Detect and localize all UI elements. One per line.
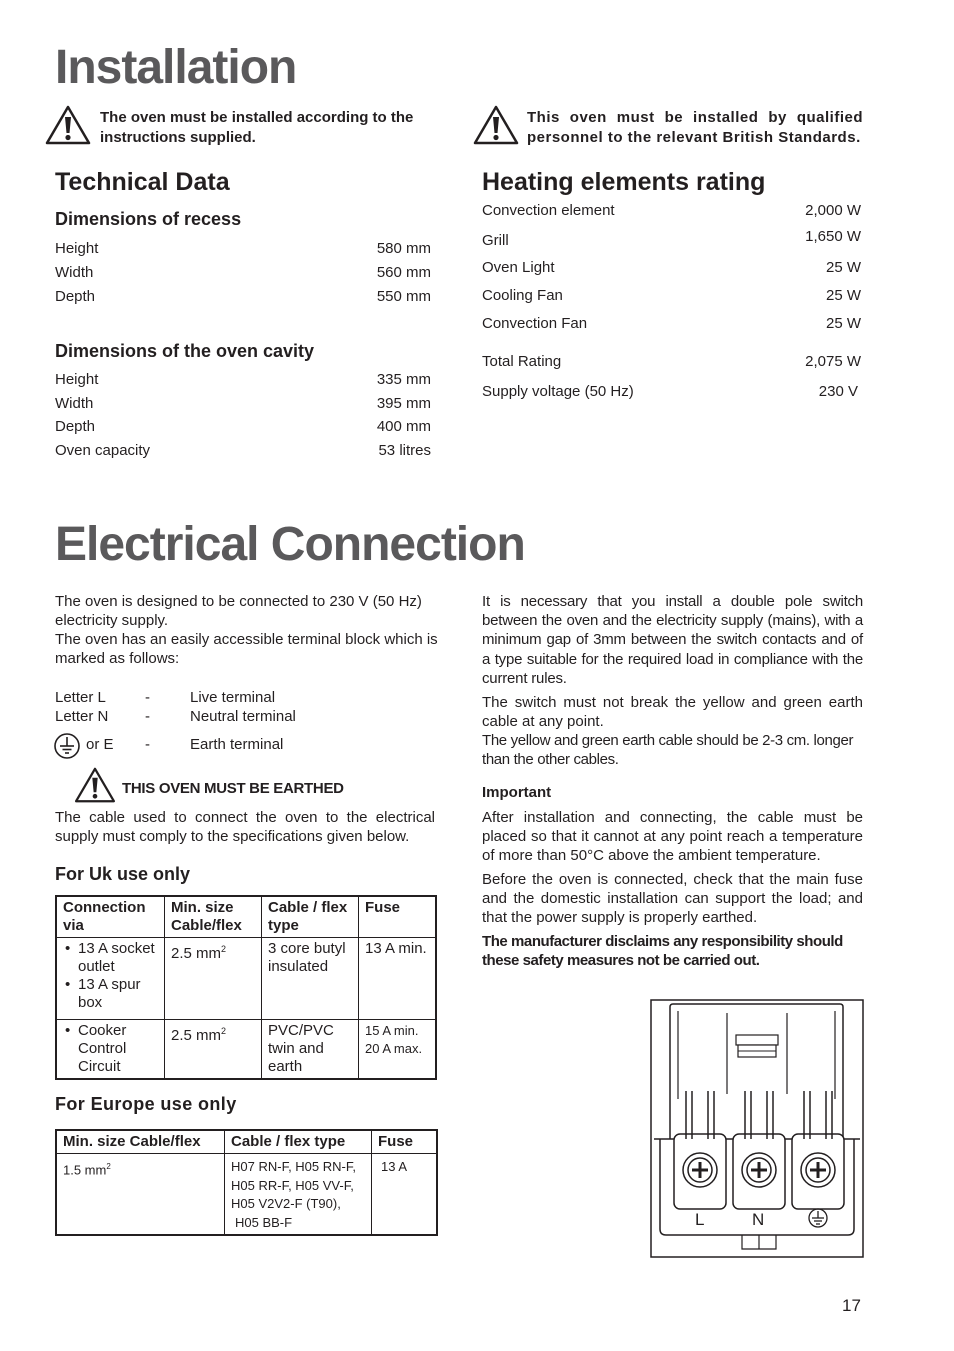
heating-elements-title: Heating elements rating xyxy=(482,168,766,196)
page-number: 17 xyxy=(842,1296,861,1315)
table-cell: 13 A xyxy=(372,1154,438,1236)
table-header-row xyxy=(56,1130,437,1154)
table-cell: 3 core butyl insulated xyxy=(262,938,359,1020)
heating-row: Convection element 2,000 W xyxy=(482,202,861,219)
heating-row: Cooling Fan 25 W xyxy=(482,287,861,304)
table-header: Cable / flex type xyxy=(225,1130,372,1154)
table-header: Cable / flex type xyxy=(262,896,359,938)
terminal-row-earth: or E - Earth terminal xyxy=(86,736,284,753)
warning-triangle-icon xyxy=(473,105,519,145)
cavity-row: Depth 400 mm xyxy=(55,418,431,435)
cavity-row: Width 395 mm xyxy=(55,395,431,412)
table-row xyxy=(56,1020,436,1080)
recess-row: Height 580 mm xyxy=(55,240,431,257)
terminal-row-neutral: Letter N - Neutral terminal xyxy=(55,708,296,725)
terminal-row-live: Letter L - Live terminal xyxy=(55,689,276,706)
table-cell: • 13 A socket outlet • 13 A spur box xyxy=(56,938,165,1020)
important-paragraph-1: After installation and connecting, the cable must be placed so that it cannot at any point reach a temperature of more than 50°C above the ambient temperature. xyxy=(482,809,863,865)
heating-row: Convection Fan 25 W xyxy=(482,315,861,332)
important-paragraph-2: Before the oven is connected, check that the main fuse and the domestic installation can support the load; and that the power supply is properly earthed. xyxy=(482,871,863,927)
cable-paragraph: The cable used to connect the oven to the electrical supply must comply to the specifications given below. xyxy=(55,809,435,846)
earthed-warning: THIS OVEN MUST BE EARTHED xyxy=(122,780,344,797)
cavity-row: Height 335 mm xyxy=(55,371,431,388)
warning-triangle-icon xyxy=(74,767,116,803)
recess-dimensions-title: Dimensions of recess xyxy=(55,209,242,229)
table-row xyxy=(56,1154,437,1236)
electrical-connection-title: Electrical Connection xyxy=(55,518,525,571)
table-cell: 2.5 $mm^2$ xyxy=(165,1020,262,1080)
table-cell: 15 A min. 20 A max. xyxy=(359,1020,437,1080)
table-cell: 2.5 $mm^2$ xyxy=(165,938,262,1020)
terminal-block-diagram xyxy=(650,999,864,1259)
warning-text-right: This oven must be installed by qualified personnel to the relevant British Standards. xyxy=(527,109,863,146)
table-cell: H07 RN-F, H05 RN-F, H05 RR-F, H05 VV-F, H05 V2V2-F (T90), H05 BB-F xyxy=(225,1154,372,1236)
warning-triangle-icon xyxy=(45,105,91,145)
table-header: Fuse xyxy=(359,896,437,938)
earth-symbol-icon xyxy=(53,732,81,760)
table-cell: PVC/PVC twin and earth xyxy=(262,1020,359,1080)
intro-paragraph-2: The oven has an easily accessible terminal block which is marked as follows: xyxy=(55,631,438,668)
table-header-row xyxy=(56,896,436,938)
heating-row: Grill 1,650 W xyxy=(482,228,861,249)
table-header: Min. size Cable/flex xyxy=(56,1130,225,1154)
switch-paragraph-2: The switch must not break the yellow and green earth cable at any point. xyxy=(482,694,863,731)
table-cell: 13 A min. xyxy=(359,938,437,1020)
europe-cable-table xyxy=(55,1129,438,1236)
table-row xyxy=(56,938,436,1020)
disclaimer-paragraph: The manufacturer disclaims any responsibility should these safety measures not be carried out. xyxy=(482,933,843,970)
switch-paragraph-1: It is necessary that you install a double pole switch between the oven and the electricity supply (mains), with a minimum gap of 3mm between the switch contacts and of a type suitable for the required load in compliance with the current rules. xyxy=(482,593,863,687)
terminal-label-neutral: N xyxy=(752,1210,765,1229)
recess-row: Depth 550 mm xyxy=(55,288,431,305)
table-header: Fuse xyxy=(372,1130,438,1154)
table-header: Min. size Cable/flex xyxy=(165,896,262,938)
table-header: Connection via xyxy=(56,896,165,938)
uk-use-title: For Uk use only xyxy=(55,864,191,884)
heating-total-row: Total Rating 2,075 W xyxy=(482,353,861,370)
heating-row: Oven Light 25 W xyxy=(482,259,861,276)
table-cell: • Cooker Control Circuit xyxy=(56,1020,165,1080)
supply-voltage-row: Supply voltage (50 Hz) 230 V xyxy=(482,383,858,400)
technical-data-title: Technical Data xyxy=(55,168,230,196)
europe-use-title: For Europe use only xyxy=(55,1094,237,1114)
terminal-label-live: L xyxy=(695,1210,705,1229)
switch-paragraph-3: The yellow and green earth cable should be 2-3 cm. longer than the other cables. xyxy=(482,732,854,769)
recess-row: Width 560 mm xyxy=(55,264,431,281)
uk-cable-table xyxy=(55,895,437,1080)
table-cell: 1.5 $mm^2$ xyxy=(56,1154,225,1236)
intro-paragraph-1: The oven is designed to be connected to 230 V (50 Hz) electricity supply. xyxy=(55,593,422,630)
installation-title: Installation xyxy=(55,41,297,94)
cavity-dimensions-title: Dimensions of the oven cavity xyxy=(55,341,315,361)
important-title: Important xyxy=(482,784,552,801)
warning-text-left: The oven must be installed according to the instructions supplied. xyxy=(100,109,414,146)
cavity-row: Oven capacity 53 litres xyxy=(55,442,431,459)
